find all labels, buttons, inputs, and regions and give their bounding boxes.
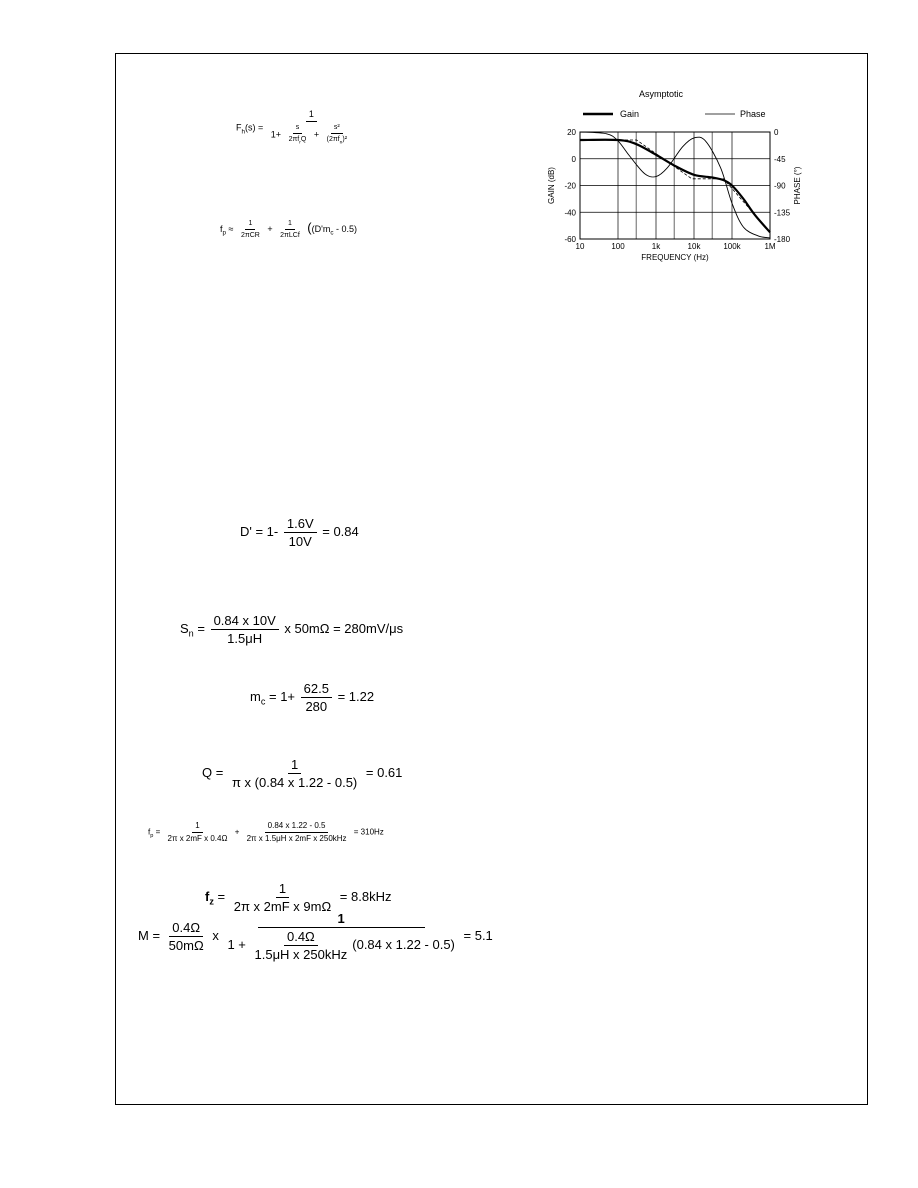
y2-tick-label: -180	[774, 235, 791, 244]
x-tick-label: 100	[611, 242, 625, 251]
eq-fh: $F_h(s)$ = 1 1+ $\frac{s}{2\pi f_rQ}$ + $\frac{\text{s²}}{(2\pi f_n)^2}$	[236, 109, 348, 146]
y-axis-label: GAIN (dB)	[547, 167, 556, 204]
eq-q: Q = $\frac{1}{\text{π x (0.84 x 1.22 - 0.5)}}$ = 0.61	[202, 757, 403, 790]
eq-fp-numeric: $f_p$ = $\frac{1}{\text{2π x 2mF x 0.4Ω}}$ + $\frac{0.84 x 1.22 - 0.5}{\text{2π x 1.5μH x 2mF x 250kHz}}$ = 310Hz	[148, 821, 384, 843]
y-tick-label: -40	[564, 208, 576, 218]
y-tick-label: 0	[571, 154, 576, 164]
eq-mc: $m_c = 1+$ $\frac{62.5}{280}$ = 1.22	[250, 681, 375, 714]
series-phase	[580, 132, 770, 238]
bode-chart	[530, 84, 802, 274]
series-gain	[580, 140, 770, 233]
y-tick-label: -20	[564, 181, 576, 191]
x-tick-label: 10	[575, 242, 585, 251]
chart-title: Asymptotic	[639, 89, 684, 99]
x-tick-label: 1k	[651, 242, 661, 251]
y2-axis-label: PHASE (°)	[793, 166, 802, 205]
y-tick-label: -60	[564, 235, 576, 244]
y2-tick-label: -135	[774, 208, 791, 218]
eq-m: M = $\frac{0.4\Omega}{50m\Omega}$ x 1 1 + $\frac{0.4\Omega}{\text{1.5μH x 250kHz}}$ (0.84 x 1.22 - 0.5) = 5.1	[138, 911, 493, 962]
x-tick-label: 100k	[723, 242, 741, 251]
eq-fz: $f_z$ = $\frac{1}{\text{2π x 2mF x 9mΩ}}$ = 8.8kHz	[205, 881, 392, 914]
legend-phase: Phase	[740, 109, 766, 119]
eq-sn: $S_n$ = $\frac{0.84 x 10V}{1.5\mu H}$ x 50mΩ = 280mV/μs	[180, 613, 404, 646]
x-tick-label: 1M	[764, 242, 776, 251]
eq-d-prime: D' = 1- $\frac{1.6V}{10V}$ = 0.84	[240, 516, 359, 549]
x-axis-label: FREQUENCY (Hz)	[641, 253, 709, 262]
y2-tick-label: -90	[774, 181, 786, 191]
y2-tick-label: 0	[774, 128, 779, 137]
legend-gain: Gain	[620, 109, 640, 119]
x-tick-label: 10k	[687, 242, 701, 251]
series-gain-asymptotic	[580, 140, 770, 232]
eq-fp: $f_p$ ≈ $\frac{1}{\text{2πCR}}$ + $\frac{1}{\text{2πLCf}}$ ($(D'm_c - 0.5)$	[220, 219, 358, 239]
y-tick-label: 20	[567, 128, 576, 137]
y2-tick-label: -45	[774, 154, 786, 164]
